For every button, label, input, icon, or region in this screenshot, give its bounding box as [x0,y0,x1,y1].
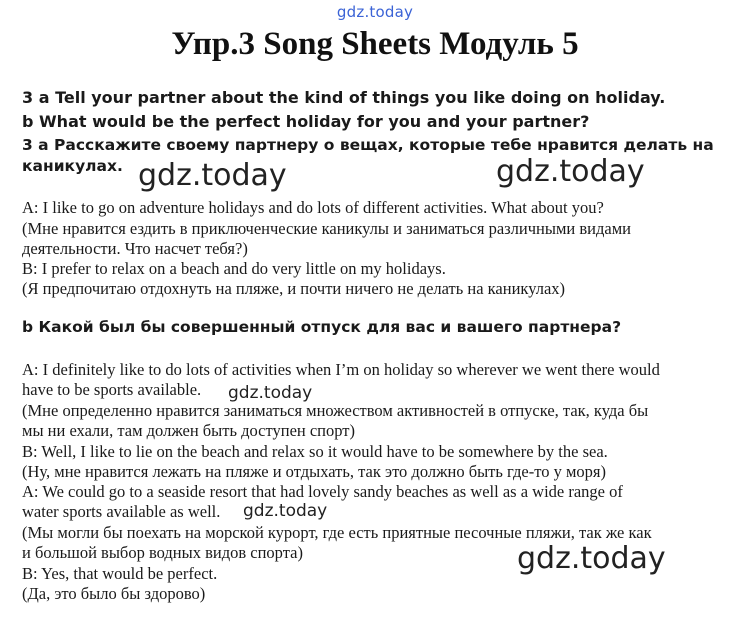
dialogue-b-line: B: Well, I like to lie on the beach and relax so it would have to be somewhere by the sea. [22,442,608,461]
task-b-english: b What would be the perfect holiday for you and your partner? [22,112,590,131]
dialogue-b-line: (Мне определенно нравится заниматься множеством активностей в отпуске, так, куда бы [22,401,649,420]
watermark: gdz.today [243,501,328,521]
task-b-russian: b Какой был бы совершенный отпуск для вас и вашего партнера? [22,318,622,336]
dialogue-b-line: have to be sports available. [22,380,202,399]
dialogue-b-line: A: I definitely like to do lots of activities when I’m on holiday so wherever we went there would [22,360,660,379]
dialogue-a-line: (Я предпочитаю отдохнуть на пляже, и почти ничего не делать на каникулах) [22,279,566,298]
dialogue-b-line: A: We could go to a seaside resort that had lovely sandy beaches as well as a wide range of [22,482,623,501]
watermark: gdz.today [496,154,645,189]
dialogue-b-line: water sports available as well. [22,502,221,521]
dialogue-b-line: (Да, это было бы здорово) [22,584,206,603]
dialogue-b-line: (Ну, мне нравится лежать на пляже и отдыхать, так это должно быть где-то у моря) [22,462,606,481]
task-a-russian-line1: 3 a Расскажите своему партнеру о вещах, которые тебе нравится делать на [22,136,714,154]
task-a-english: 3 a Tell your partner about the kind of things you like doing on holiday. [22,88,666,107]
dialogue-b-line: мы ни ехали, там должен быть доступен спорт) [22,421,355,440]
dialogue-a-line: деятельности. Что насчет тебя?) [22,239,248,258]
dialogue-a-line: B: I prefer to relax on a beach and do very little on my holidays. [22,259,446,278]
dialogue-a-line: (Мне нравится ездить в приключенческие каникулы и заниматься различными видами [22,219,631,238]
dialogue-b-line: B: Yes, that would be perfect. [22,564,218,583]
watermark-top: gdz.today [336,3,414,21]
dialogue-b-line: и большой выбор водных видов спорта) [22,543,303,562]
watermark: gdz.today [138,158,287,193]
watermark: gdz.today [517,541,666,576]
dialogue-a-line: A: I like to go on adventure holidays and do lots of different activities. What about you? [22,198,604,217]
watermark: gdz.today [228,383,313,403]
page-title: Упр.3 Song Sheets Модуль 5 [171,26,579,62]
task-a-russian-line2: каникулах. [22,157,123,175]
dialogue-b-line: (Мы могли бы поехать на морской курорт, где есть приятные песочные пляжи, так же как [22,523,652,542]
